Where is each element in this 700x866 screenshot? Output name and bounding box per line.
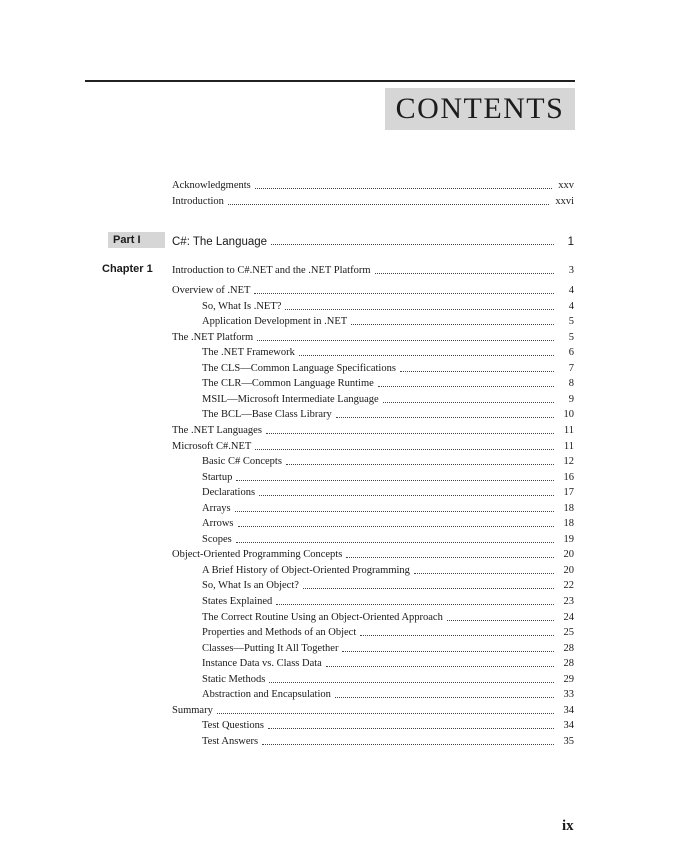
toc-entry-title: Abstraction and Encapsulation bbox=[202, 689, 335, 701]
toc-entry-page: 5 bbox=[568, 331, 574, 343]
toc-entry-title: MSIL—Microsoft Intermediate Language bbox=[202, 394, 383, 406]
contents-heading: CONTENTS bbox=[395, 92, 565, 125]
toc-entry-title: Classes—Putting It All Together bbox=[202, 643, 342, 655]
dot-leader bbox=[375, 273, 554, 274]
toc-entry-title: The Correct Routine Using an Object-Oriented Approach bbox=[202, 612, 447, 624]
toc-entry-page: 7 bbox=[568, 362, 574, 374]
toc-entry[interactable] bbox=[172, 439, 574, 453]
toc-entry-title: Application Development in .NET bbox=[202, 316, 351, 328]
toc-entry[interactable] bbox=[202, 672, 574, 686]
dot-leader bbox=[342, 651, 554, 652]
toc-entry-page: 8 bbox=[568, 378, 574, 390]
dot-leader bbox=[266, 433, 554, 434]
toc-entry-title: A Brief History of Object-Oriented Programming bbox=[202, 565, 414, 577]
toc-entry-title: Object-Oriented Programming Concepts bbox=[172, 549, 346, 561]
toc-entry[interactable] bbox=[172, 283, 574, 297]
toc-entry-page: 29 bbox=[563, 673, 574, 685]
toc-entry[interactable] bbox=[202, 299, 574, 313]
toc-entry-page: 5 bbox=[568, 316, 574, 328]
dot-leader bbox=[254, 293, 554, 294]
toc-entry-page: 34 bbox=[563, 720, 574, 732]
toc-entry[interactable] bbox=[202, 625, 574, 639]
toc-entry-chapter-1[interactable]: Introduction to C#.NET and the .NET Platform 3 bbox=[172, 265, 574, 276]
toc-entry-title: Startup bbox=[202, 472, 236, 484]
toc-entry-page: 33 bbox=[563, 689, 574, 701]
toc-entry[interactable] bbox=[202, 314, 574, 328]
toc-entry[interactable] bbox=[202, 361, 574, 375]
toc-entry[interactable] bbox=[172, 423, 574, 437]
toc-entry[interactable] bbox=[202, 563, 574, 577]
toc-entry-title: Summary bbox=[172, 705, 217, 717]
toc-entry-introduction[interactable]: Introduction xxvi bbox=[172, 196, 574, 207]
toc-entry-page: 10 bbox=[563, 409, 574, 421]
part-label: Part I bbox=[113, 234, 141, 246]
dot-leader bbox=[346, 557, 554, 558]
toc-entry-page: 22 bbox=[563, 580, 574, 592]
toc-entry-title: The .NET Languages bbox=[172, 425, 266, 437]
dot-leader bbox=[285, 309, 554, 310]
toc-entry-title: States Explained bbox=[202, 596, 276, 608]
toc-entry-title: The .NET Platform bbox=[172, 332, 257, 344]
toc-entry-acknowledgments[interactable]: Acknowledgments xxv bbox=[172, 180, 574, 191]
toc-entry-page: 18 bbox=[563, 518, 574, 530]
dot-leader bbox=[378, 386, 554, 387]
toc-entry-page: 9 bbox=[568, 393, 574, 405]
dot-leader bbox=[257, 340, 554, 341]
toc-entry-page: 4 bbox=[568, 300, 574, 312]
dot-leader bbox=[255, 188, 553, 189]
toc-entry-page: 17 bbox=[563, 487, 574, 499]
toc-entry[interactable] bbox=[172, 703, 574, 717]
toc-entry-title: Test Answers bbox=[202, 736, 262, 748]
toc-entry-page: 18 bbox=[563, 502, 574, 514]
toc-entry[interactable] bbox=[202, 532, 574, 546]
toc-entry-title: The BCL—Base Class Library bbox=[202, 409, 336, 421]
dot-leader bbox=[236, 542, 554, 543]
dot-leader bbox=[269, 682, 554, 683]
toc-entry-page: 4 bbox=[568, 285, 574, 296]
toc-entry-page: 11 bbox=[563, 440, 574, 452]
dot-leader bbox=[268, 728, 554, 729]
toc-entry-page: 12 bbox=[563, 456, 574, 468]
toc-entry-title: Overview of .NET bbox=[172, 285, 254, 297]
toc-entry[interactable] bbox=[202, 470, 574, 484]
toc-entry[interactable] bbox=[202, 610, 574, 624]
dot-leader bbox=[236, 480, 554, 481]
toc-entry-title: Arrows bbox=[202, 518, 238, 530]
toc-entry[interactable] bbox=[202, 407, 574, 421]
dot-leader bbox=[238, 526, 555, 527]
toc-entry[interactable] bbox=[202, 687, 574, 701]
toc-entry[interactable] bbox=[202, 516, 574, 530]
dot-leader bbox=[336, 417, 554, 418]
dot-leader bbox=[400, 371, 554, 372]
dot-leader bbox=[262, 744, 554, 745]
toc-entry[interactable] bbox=[172, 330, 574, 344]
toc-entry[interactable] bbox=[202, 641, 574, 655]
toc-entry-page: 35 bbox=[563, 735, 574, 747]
toc-entry-title: Test Questions bbox=[202, 720, 268, 732]
dot-leader bbox=[228, 204, 549, 205]
toc-entry-title: The CLS—Common Language Specifications bbox=[202, 363, 400, 375]
toc-entry-title: The .NET Framework bbox=[202, 347, 299, 359]
dot-leader bbox=[286, 464, 554, 465]
dot-leader bbox=[259, 495, 554, 496]
toc-entry-title: Properties and Methods of an Object bbox=[202, 627, 360, 639]
toc-entry[interactable] bbox=[202, 454, 574, 468]
toc-entry[interactable] bbox=[172, 547, 574, 561]
dot-leader bbox=[360, 635, 554, 636]
toc-entry-page: 24 bbox=[563, 611, 574, 623]
toc-entry-title: Microsoft C#.NET bbox=[172, 441, 255, 453]
dot-leader bbox=[326, 666, 554, 667]
dot-leader bbox=[217, 713, 554, 714]
dot-leader bbox=[351, 324, 554, 325]
toc-entry[interactable] bbox=[202, 578, 574, 592]
toc-entry[interactable] bbox=[202, 656, 574, 670]
toc-entry-page: 11 bbox=[563, 424, 574, 436]
dot-leader bbox=[235, 511, 554, 512]
toc-entry-title: Arrays bbox=[202, 503, 235, 515]
dot-leader bbox=[447, 620, 554, 621]
toc-entry-title: Instance Data vs. Class Data bbox=[202, 658, 326, 670]
toc-entry[interactable] bbox=[202, 718, 574, 732]
toc-entry-page: 34 bbox=[563, 704, 574, 716]
toc-entry-page: 20 bbox=[563, 549, 574, 561]
toc-entry-page: 25 bbox=[563, 627, 574, 639]
dot-leader bbox=[299, 355, 554, 356]
toc-entry[interactable] bbox=[202, 376, 574, 390]
dot-leader bbox=[303, 588, 554, 589]
toc-entry-title: The CLR—Common Language Runtime bbox=[202, 378, 378, 390]
toc-entry[interactable] bbox=[202, 485, 574, 499]
toc-entry[interactable] bbox=[202, 594, 574, 608]
toc-entry[interactable] bbox=[202, 501, 574, 515]
toc-entry-page: 23 bbox=[563, 596, 574, 607]
toc-entry-title: So, What Is an Object? bbox=[202, 580, 303, 592]
toc-entry-page: 28 bbox=[563, 642, 574, 654]
page-number: ix bbox=[562, 818, 574, 834]
toc-entry-title: So, What Is .NET? bbox=[202, 301, 285, 313]
toc-entry-page: 6 bbox=[568, 347, 574, 359]
dot-leader bbox=[271, 244, 554, 245]
dot-leader bbox=[414, 573, 554, 574]
toc-entry-page: 28 bbox=[563, 658, 574, 670]
toc-entry-title: Declarations bbox=[202, 487, 259, 499]
dot-leader bbox=[255, 449, 554, 450]
toc-entry[interactable] bbox=[202, 392, 574, 406]
toc-entry-page: 20 bbox=[563, 564, 574, 576]
dot-leader bbox=[335, 697, 554, 698]
toc-entry-title: Scopes bbox=[202, 534, 236, 546]
toc-entry-part-1[interactable]: C#: The Language 1 bbox=[172, 236, 574, 248]
toc-entry[interactable] bbox=[202, 345, 574, 359]
toc-entry-title: Static Methods bbox=[202, 674, 269, 686]
toc-entry-page: 19 bbox=[563, 533, 574, 545]
toc-entry-page: 16 bbox=[563, 471, 574, 483]
toc-entry[interactable] bbox=[202, 734, 574, 748]
dot-leader bbox=[383, 402, 554, 403]
toc-entry-title: Basic C# Concepts bbox=[202, 456, 286, 468]
chapter-label: Chapter 1 bbox=[102, 263, 153, 275]
dot-leader bbox=[276, 604, 554, 605]
